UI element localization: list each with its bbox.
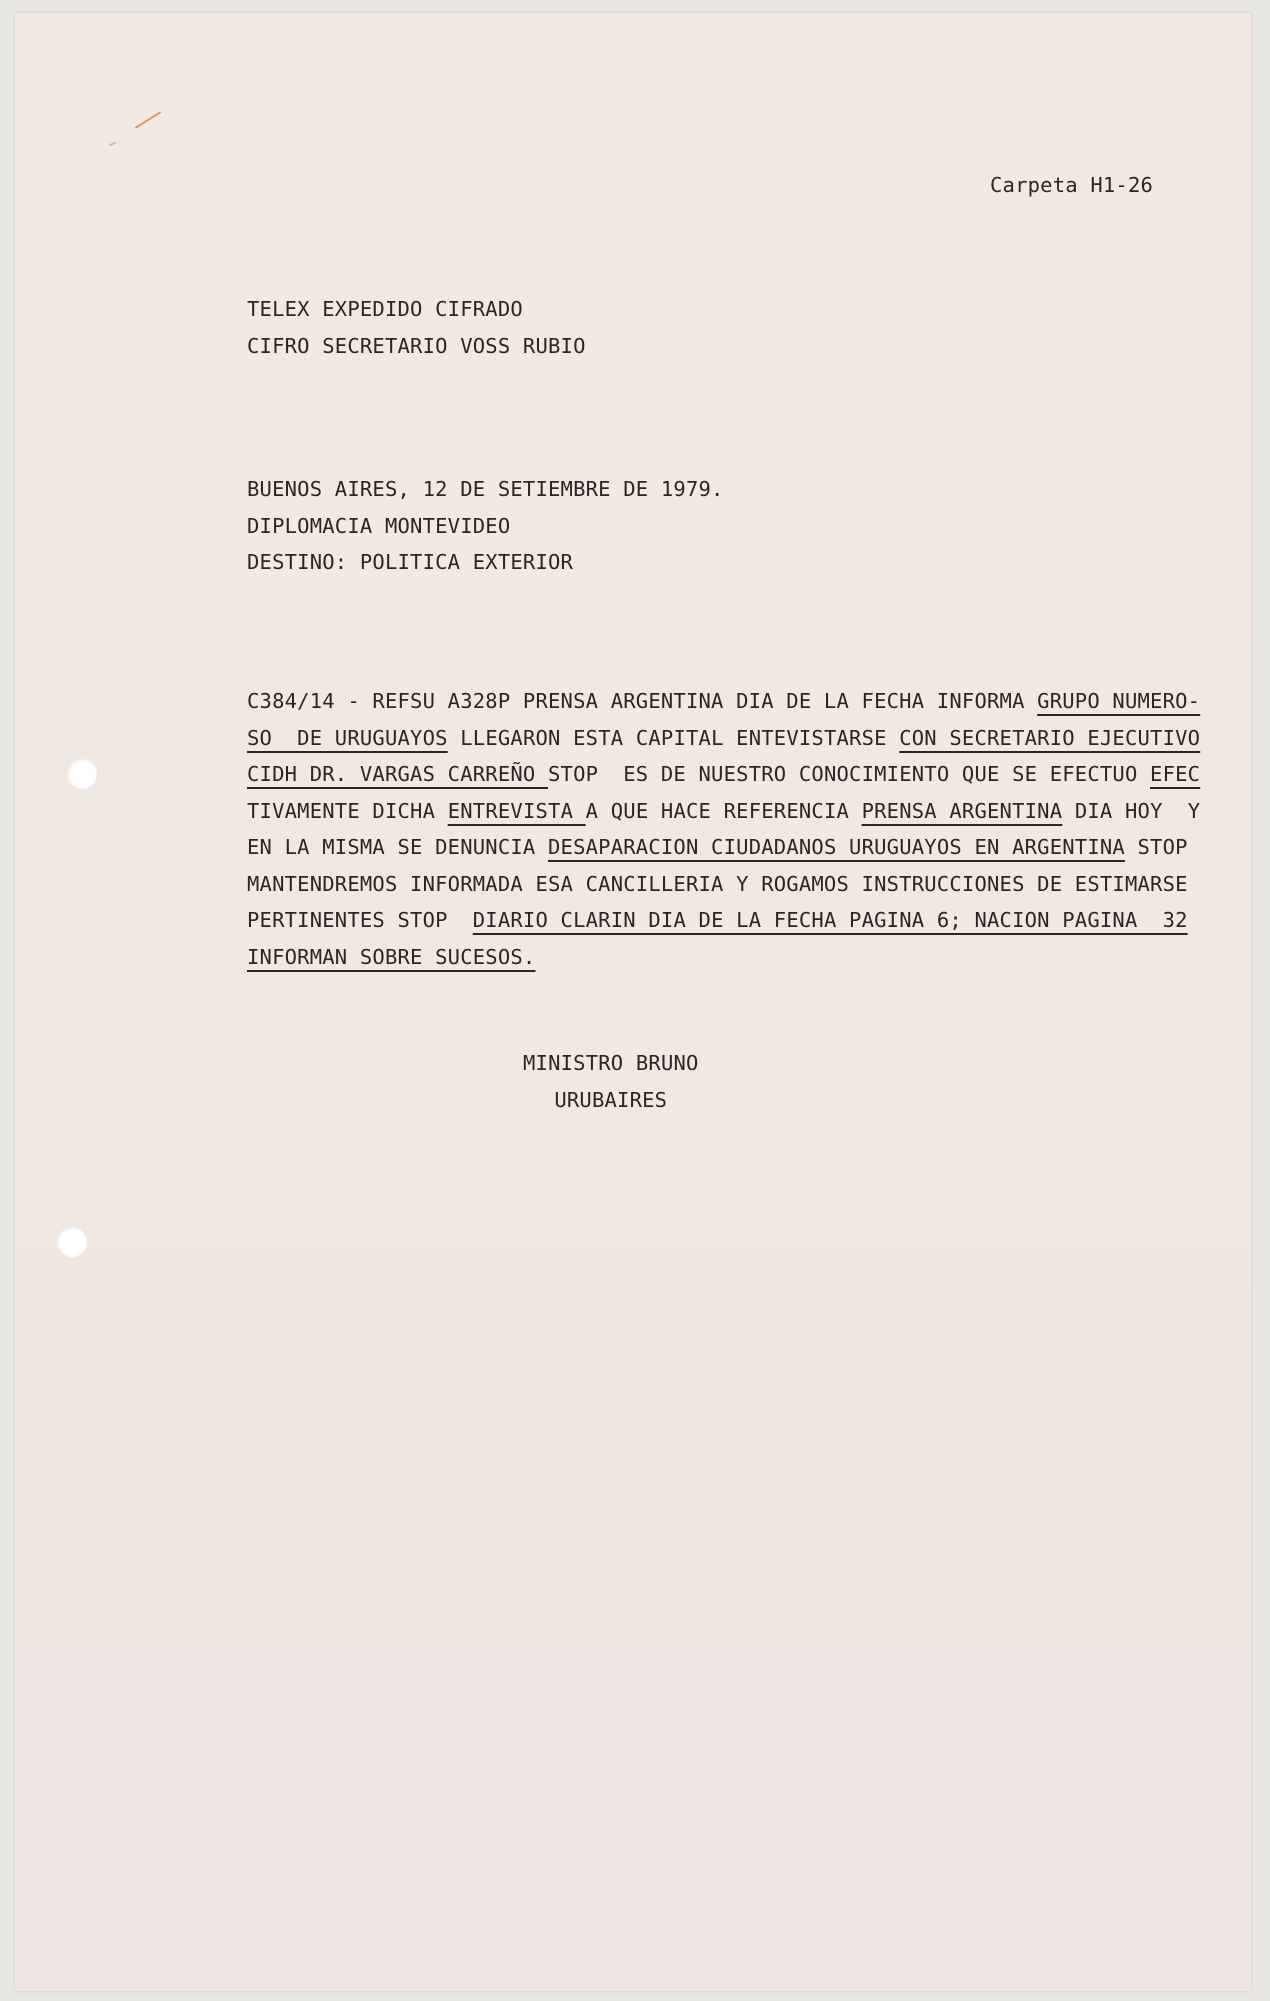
body-line bbox=[247, 756, 1200, 793]
body-line bbox=[247, 793, 1200, 830]
underlined-text: PRENSA ARGENTINA bbox=[861, 798, 1063, 823]
telex-header bbox=[247, 291, 586, 364]
body-text: TIVAMENTE DICHA bbox=[247, 798, 448, 823]
body-line bbox=[247, 683, 1200, 720]
punch-hole bbox=[57, 1227, 87, 1257]
pen-mark bbox=[135, 111, 162, 129]
underlined-text: GRUPO NUMERO- bbox=[1037, 689, 1201, 713]
recipient-line: DIPLOMACIA MONTEVIDEO bbox=[247, 513, 511, 538]
body-text: A QUE HACE REFERENCIA bbox=[585, 798, 862, 823]
body-line bbox=[247, 902, 1200, 939]
underlined-text: CON SECRETARIO EJECUTIVO bbox=[899, 725, 1201, 750]
header-line: TELEX EXPEDIDO CIFRADO bbox=[247, 297, 523, 321]
body-text: PERTINENTES STOP bbox=[247, 908, 473, 932]
date-line: BUENOS AIRES, 12 DE SETIEMBRE DE 1979. bbox=[247, 477, 724, 501]
underlined-text: DIARIO CLARIN DIA DE LA FECHA PAGINA 6; NACION PAGINA 32 bbox=[472, 908, 1188, 932]
pen-mark bbox=[109, 142, 116, 146]
body-text: C384/14 - REFSU A328P PRENSA ARGENTINA DIA DE LA FECHA INFORMA bbox=[247, 689, 1038, 713]
signature-office: URUBAIRES bbox=[554, 1088, 668, 1112]
signature-name: MINISTRO BRUNO bbox=[523, 1051, 699, 1075]
destination-block bbox=[247, 471, 724, 581]
underlined-text: ENTREVISTA bbox=[447, 798, 586, 823]
underlined-text: INFORMAN SOBRE SUCESOS. bbox=[247, 944, 536, 969]
folder-reference: Carpeta H1-26 bbox=[990, 173, 1154, 197]
underlined-text: CIDH DR. VARGAS CARREÑO bbox=[247, 762, 549, 786]
header-line: CIFRO SECRETARIO VOSS RUBIO bbox=[247, 333, 586, 358]
body-text: STOP bbox=[1124, 835, 1188, 859]
body-line: MANTENDREMOS INFORMADA ESA CANCILLERIA Y ROGAMOS INSTRUCCIONES DE ESTIMARSE bbox=[247, 871, 1188, 896]
body-line bbox=[247, 939, 1200, 976]
body-text: DIA HOY Y bbox=[1062, 798, 1201, 823]
underlined-text: EFEC bbox=[1150, 762, 1201, 786]
body-text: EN LA MISMA SE DENUNCIA bbox=[247, 835, 549, 859]
document-page bbox=[15, 13, 1251, 1991]
signature-block bbox=[523, 1045, 699, 1119]
body-text: LLEGARON ESTA CAPITAL ENTEVISTARSE bbox=[447, 725, 900, 750]
punch-hole bbox=[67, 759, 97, 789]
body-line bbox=[247, 829, 1200, 866]
body-line bbox=[247, 720, 1200, 757]
message-body bbox=[247, 683, 1200, 975]
underlined-text: DESAPARACION CIUDADANOS URUGUAYOS EN ARGENTINA bbox=[548, 835, 1125, 859]
underlined-text: SO DE URUGUAYOS bbox=[247, 725, 448, 750]
destination-line: DESTINO: POLITICA EXTERIOR bbox=[247, 550, 574, 574]
body-text: STOP ES DE NUESTRO CONOCIMIENTO QUE SE EFECTUO bbox=[548, 762, 1151, 786]
